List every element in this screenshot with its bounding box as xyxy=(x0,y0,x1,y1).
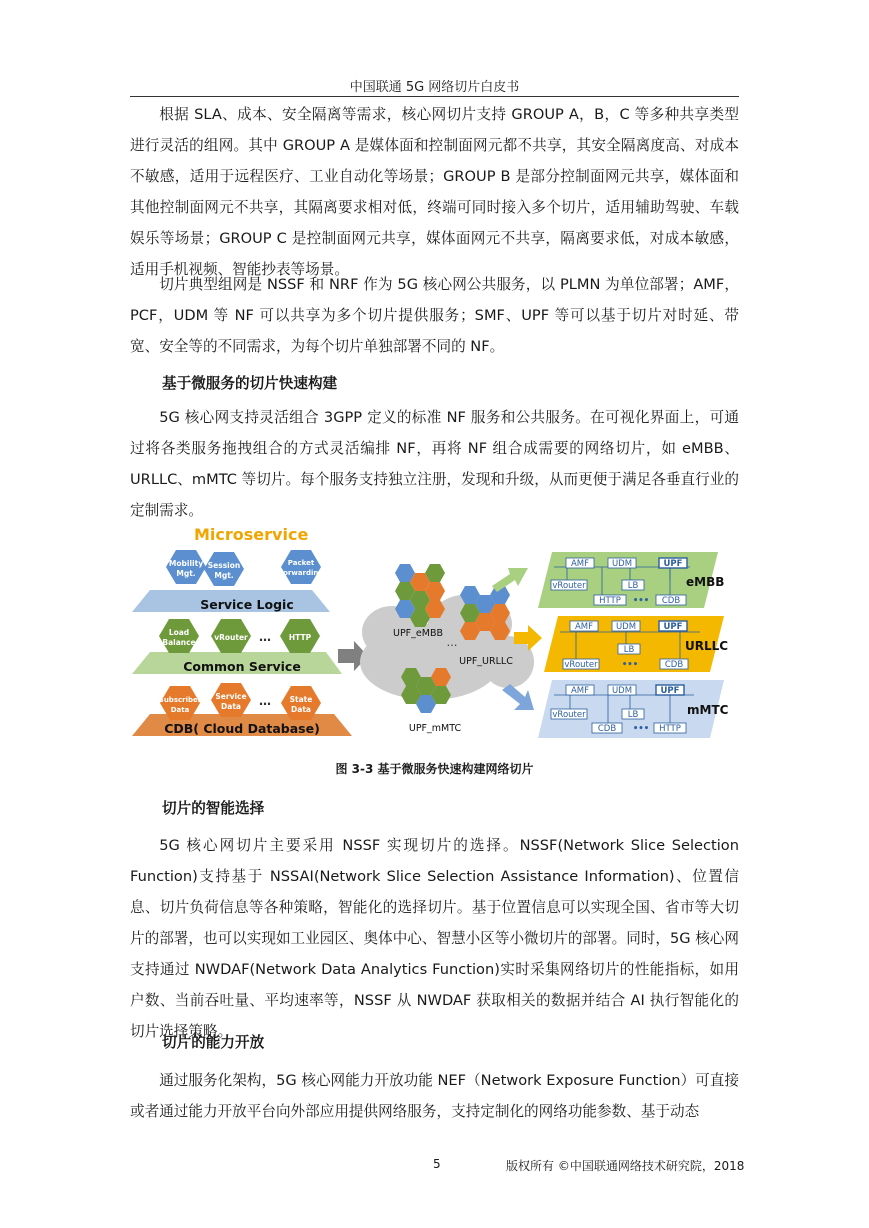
figure-title: Microservice xyxy=(194,525,309,544)
footer-copyright: 版权所有 ©中国联通网络技术研究院，2018 xyxy=(506,1159,745,1173)
svg-text:Mobility: Mobility xyxy=(168,559,204,568)
svg-text:AMF: AMF xyxy=(574,622,594,632)
svg-text:Session: Session xyxy=(207,561,241,570)
svg-text:vRouter: vRouter xyxy=(552,710,586,720)
svg-text:Packet: Packet xyxy=(287,559,315,567)
header-rule xyxy=(130,96,739,97)
svg-text:HTTP: HTTP xyxy=(659,724,681,734)
service-logic-label: Service Logic xyxy=(200,597,294,612)
upf-urllc-label: UPF_URLLC xyxy=(459,656,513,667)
svg-text:CDB: CDB xyxy=(597,724,617,734)
svg-text:Data: Data xyxy=(221,702,241,711)
page-number: 5 xyxy=(433,1157,441,1171)
svg-text:Balance: Balance xyxy=(162,638,196,647)
common-dots: … xyxy=(259,630,271,644)
figure-microservice-slicing xyxy=(130,522,739,747)
svg-text:UPF: UPF xyxy=(663,622,683,632)
hex-http xyxy=(280,619,320,653)
svg-text:Mgt.: Mgt. xyxy=(176,569,196,578)
hex-session xyxy=(204,552,244,586)
upf-embb-cluster xyxy=(395,564,445,627)
paragraph-group-types: 根据 SLA、成本、安全隔离等需求，核心网切片支持 GROUP A，B，C 等多种共享类型进行灵活的组网。其中 GROUP A 是媒体面和控制面网元都不共享，其安全隔离度高、对成本不敏感，适用于远程医疗、工业自动化等场景；GROUP B 是部分控制面网元共享，媒体面和其他控制面网元不共享，其隔离要求相对低，终端可同时接入多个切片，适用辅助驾驶、车载娱乐等场景；GROUP C 是控制面网元共享，媒体面网元不共享，隔离要求低，对成本敏感，适用手机视频、智能抄表等场景。 xyxy=(130,106,739,278)
svg-text:UPF: UPF xyxy=(663,559,683,569)
svg-text:Load: Load xyxy=(168,628,190,637)
hex-mobility xyxy=(166,550,206,584)
section-heading-exposure: 切片的能力开放 xyxy=(162,1034,265,1051)
svg-text:UDM: UDM xyxy=(611,686,633,696)
svg-text:•••: ••• xyxy=(632,596,650,606)
svg-text:State: State xyxy=(289,695,313,704)
svg-text:Mgt.: Mgt. xyxy=(214,571,234,580)
common-service-label: Common Service xyxy=(183,659,301,674)
svg-text:•••: ••• xyxy=(632,724,650,734)
svg-text:vRouter: vRouter xyxy=(564,660,598,670)
slice-urllc-name: URLLC xyxy=(685,639,729,653)
figure-caption: 图 3-3 基于微服务快速构建网络切片 xyxy=(335,762,534,776)
paragraph-microservice: 5G 核心网支持灵活组合 3GPP 定义的标准 NF 服务和公共服务。在可视化界面上，可通过将各类服务拖拽组合的方式灵活编排 NF，再将 NF 组合成需要的网络切片，如 eMBB、URLLC、mMTC 等切片。每个服务支持独立注册，发现和升级，从而更便于满足各垂直行业的定制需求。 xyxy=(130,409,739,519)
svg-text:Subscriber: Subscriber xyxy=(158,696,202,704)
cdb-dots: … xyxy=(259,694,271,708)
paragraph-typical-network: 切片典型组网是 NSSF 和 NRF 作为 5G 核心网公共服务，以 PLMN 为单位部署；AMF，PCF，UDM 等 NF 可以共享为多个切片提供服务；SMF、UPF 等可以基于切片对时延、带宽、安全等的不同需求，为每个切片单独部署不同的 NF。 xyxy=(130,276,739,355)
svg-text:UDM: UDM xyxy=(615,622,637,632)
paragraph-exposure: 通过服务化架构，5G 核心网能力开放功能 NEF（Network Exposure Function）可直接或者通过能力开放平台向外部应用提供网络服务，支持定制化的网络功能参数、基于动态 xyxy=(130,1072,739,1120)
svg-text:CDB: CDB xyxy=(661,596,681,606)
hex-load-balance xyxy=(159,619,199,653)
svg-text:LB: LB xyxy=(627,581,639,591)
arrow-to-embb xyxy=(492,568,528,592)
page-header: 中国联通 5G 网络切片白皮书 xyxy=(349,80,520,95)
svg-text:UPF: UPF xyxy=(660,686,680,696)
hex-service-data xyxy=(211,683,251,717)
section-heading-selection: 切片的智能选择 xyxy=(162,800,265,817)
section-heading-microservice: 基于微服务的切片快速构建 xyxy=(162,375,338,392)
svg-text:vRouter: vRouter xyxy=(214,633,248,642)
paragraph-selection: 5G 核心网切片主要采用 NSSF 实现切片的选择。NSSF(Network Slice Selection Function)支持基于 NSSAI(Network Slice Selection Assistance Information)、位置信息、切片负荷信息等各种策略，智能化的选择切片。基于位置信息可以实现全国、省市等大切片的部署，也可以实现如工业园区、奥体中心、智慧小区等小微切片的部署。同时，5G 核心网支持通过 NWDAF(Network Data Analytics Function)实时采集网络切片的性能指标，如用户数、当前吞吐量、平均速率等，NSSF 从 NWDAF 获取相关的数据并结合 AI 执行智能化的切片选择策略。 xyxy=(130,837,739,1040)
svg-text:AMF: AMF xyxy=(570,559,590,569)
cdb-label: CDB( Cloud Database) xyxy=(164,721,320,736)
arrow-to-mmtc xyxy=(502,684,534,710)
svg-text:Forwarding: Forwarding xyxy=(278,569,324,577)
hex-vrouter xyxy=(211,619,251,653)
svg-text:LB: LB xyxy=(623,645,635,655)
upf-embb-label: UPF_eMBB xyxy=(393,628,443,639)
upf-mmtc-label: UPF_mMTC xyxy=(408,723,462,734)
svg-text:LB: LB xyxy=(627,710,639,720)
svg-text:•••: ••• xyxy=(621,660,639,670)
slice-embb-name: eMBB xyxy=(686,575,725,589)
hex-packet xyxy=(279,550,324,584)
svg-text:Data: Data xyxy=(291,705,311,714)
slice-mmtc-name: mMTC xyxy=(687,703,729,717)
svg-text:HTTP: HTTP xyxy=(288,633,312,642)
svg-text:Service: Service xyxy=(215,692,247,701)
svg-text:Data: Data xyxy=(170,706,190,714)
cloud-dots: … xyxy=(446,636,458,649)
svg-text:UDM: UDM xyxy=(611,559,633,569)
svg-text:AMF: AMF xyxy=(570,686,590,696)
svg-text:vRouter: vRouter xyxy=(552,581,586,591)
svg-text:CDB: CDB xyxy=(664,660,684,670)
svg-text:HTTP: HTTP xyxy=(599,596,621,606)
